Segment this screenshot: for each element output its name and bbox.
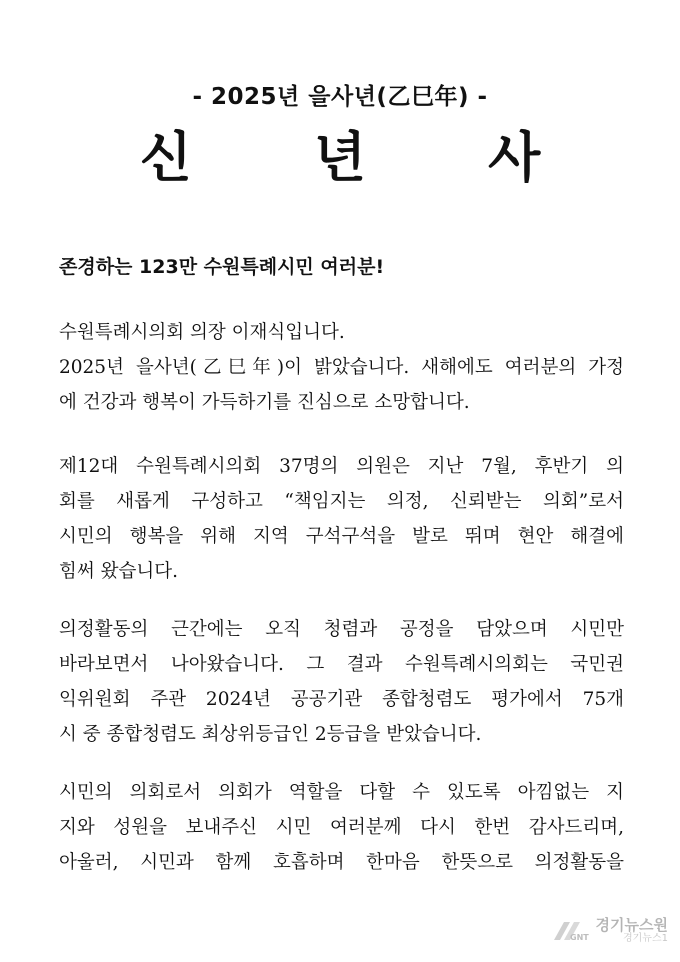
text-line: 시민의 행복을 위해 지역 구석구석을 발로 뛰며 현안 해결에 — [59, 526, 624, 547]
text-line: 힘써 왔습니다. — [59, 561, 178, 582]
news-logo-icon — [550, 920, 590, 942]
paragraph-1 — [59, 315, 624, 420]
document-title — [0, 122, 680, 192]
paragraph-2 — [59, 449, 624, 589]
document-subtitle: - 2025년 을사년(乙巳年) - — [192, 84, 488, 110]
logo-text: GNT — [569, 932, 589, 942]
text-line: 2025년 을사년(乙巳年)이 밝았습니다. 새해에도 여러분의 가정 — [59, 357, 624, 378]
text-line: 회를 새롭게 구성하고 “책임지는 의정, 신뢰받는 의회”로서 — [59, 491, 624, 512]
text-line: 바라보면서 나아왔습니다. 그 결과 수원특례시의회는 국민권 — [59, 654, 624, 675]
title-char: 년 — [313, 125, 367, 189]
title-char: 신 — [139, 125, 192, 189]
greeting: 존경하는 123만 수원특례시민 여러분! — [59, 256, 385, 278]
watermark — [550, 915, 668, 944]
text-line: 제12대 수원특례시의회 37명의 의원은 지난 7월, 후반기 의 — [59, 456, 624, 477]
text-line: 익위원회 주관 2024년 공공기관 종합청렴도 평가에서 75개 — [59, 689, 624, 710]
text-line: 시민의 의회로서 의회가 역할을 다할 수 있도록 아낌없는 지 — [59, 782, 624, 803]
paragraph-3 — [59, 612, 624, 752]
text-line: 의정활동의 근간에는 오직 청렴과 공정을 담았으며 시민만 — [59, 619, 624, 640]
text-line: 수원특례시의회 의장 이재식입니다. — [59, 322, 345, 343]
text-line: 시 중 종합청렴도 최상위등급인 2등급을 받았습니다. — [59, 724, 482, 745]
title-char: 사 — [488, 125, 541, 189]
watermark-title: 경기뉴스원 — [595, 915, 668, 934]
watermark-subtitle: 경기뉴스1 — [622, 932, 668, 944]
text-line: 지와 성원을 보내주신 시민 여러분께 다시 한번 감사드리며, — [59, 817, 624, 838]
text-line: 아울러, 시민과 함께 호흡하며 한마음 한뜻으로 의정활동을 — [59, 852, 624, 873]
text-line: 에 건강과 행복이 가득하기를 진심으로 소망합니다. — [59, 392, 470, 413]
paragraph-4 — [59, 775, 624, 880]
